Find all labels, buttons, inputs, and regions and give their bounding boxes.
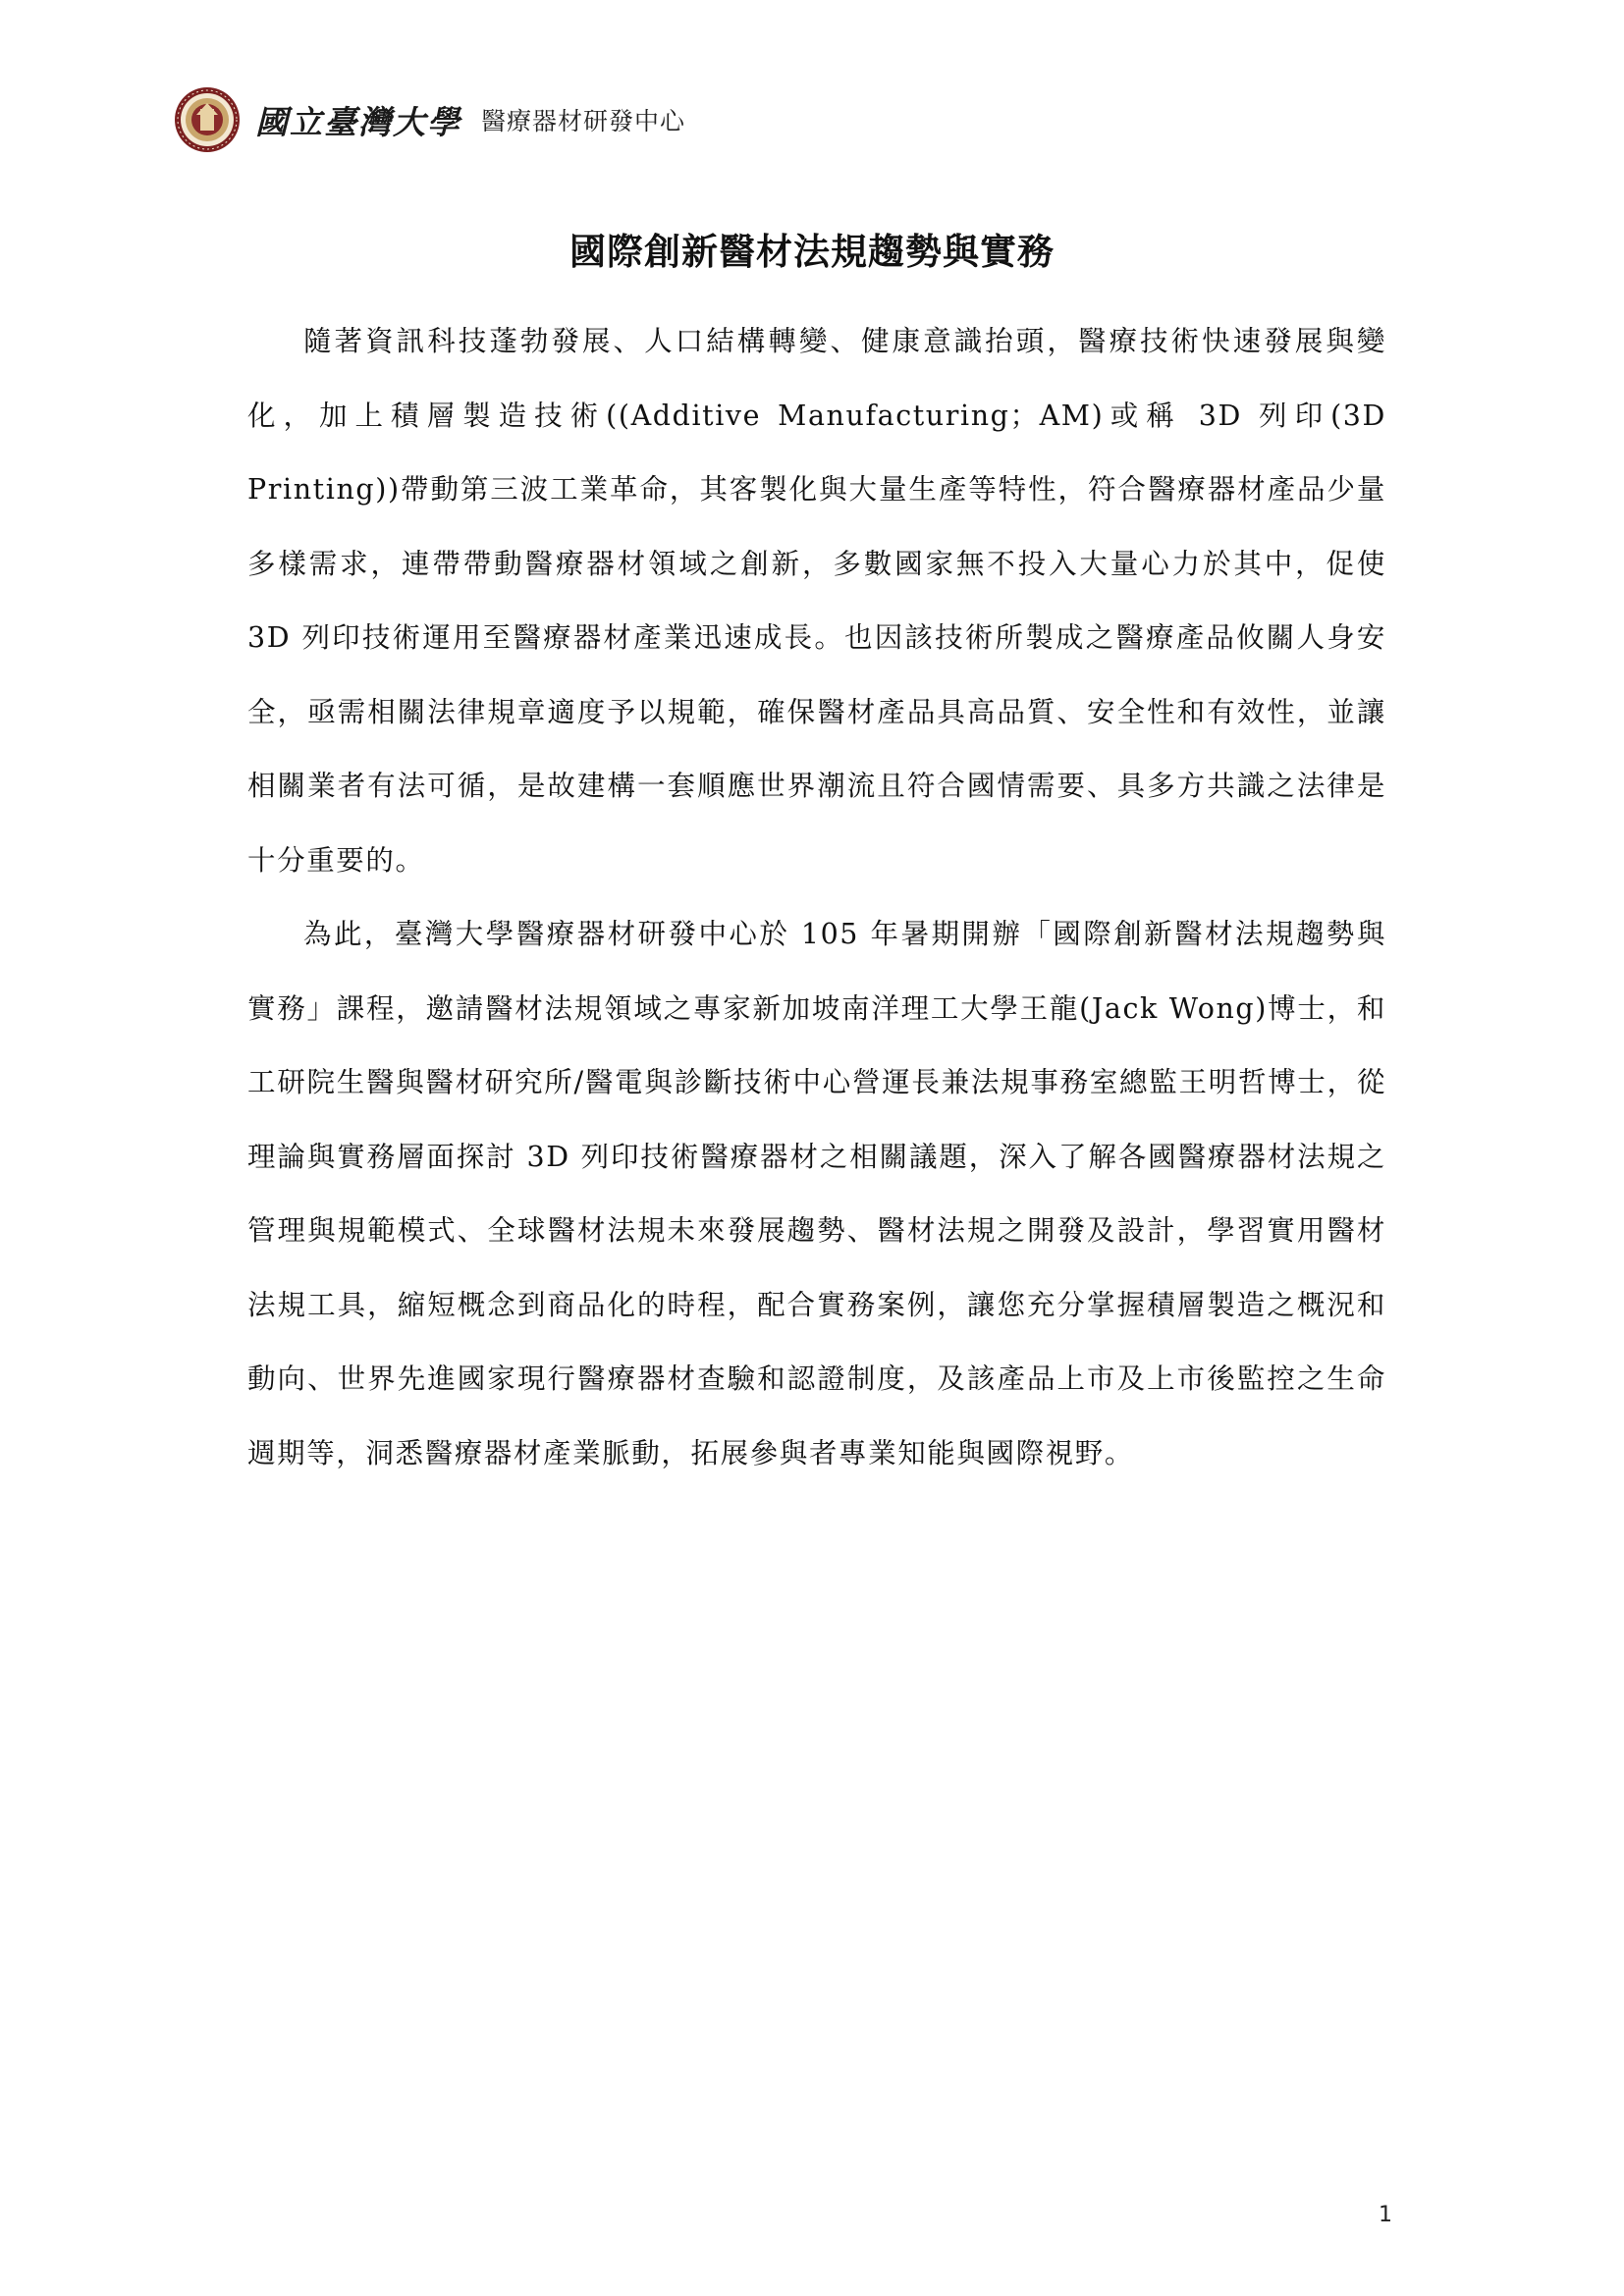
body-paragraph: 隨著資訊科技蓬勃發展、人口結構轉變、健康意識抬頭，醫療技術快速發展與變化，加上積層製造技術((Additive Manufacturing；AM)或稱 3D 列印(3D Printing))帶動第三波工業革命，其客製化與大量生產等特性，符合醫療器材產品少量多樣需求，連帶帶動醫療器材領域之創新，多數國家無不投入大量心力於其中，促使 3D 列印技術運用至醫療器材產業迅速成長。也因該技術所製成之醫療產品攸關人身安全，亟需相關法律規章適度予以規範，確保醫材產品具高品質、安全性和有效性，並讓相關業者有法可循，是故建構一套順應世界潮流且符合國情需要、具多方共識之法律是十分重要的。 — [247, 325, 1386, 877]
body-paragraph: 為此，臺灣大學醫療器材研發中心於 105 年暑期開辦「國際創新醫材法規趨勢與實務」課程，邀請醫材法規領域之專家新加坡南洋理工大學王龍(Jack Wong)博士，和工研院生醫與醫材研究所/醫電與診斷技術中心營運長兼法規事務室總監王明哲博士，從理論與實務層面探討 3D 列印技術醫療器材之相關議題，深入了解各國醫療器材法規之管理與規範模式、全球醫材法規未來發展趨勢、醫材法規之開發及設計，學習實用醫材法規工具，縮短概念到商品化的時程，配合實務案例，讓您充分掌握積層製造之概況和動向、世界先進國家現行醫療器材查驗和認證制度，及該產品上市及上市後監控之生命週期等，洞悉醫療器材產業脈動，拓展參與者專業知能與國際視野。 — [247, 918, 1386, 1469]
university-seal-icon — [173, 85, 242, 154]
page-number: 1 — [1379, 2203, 1392, 2227]
university-logo-text: 國立臺灣大學 — [255, 102, 461, 141]
page-header — [173, 82, 685, 157]
document-body — [247, 304, 1386, 1490]
document-title: 國際創新醫材法規趨勢與實務 — [569, 231, 1055, 273]
center-name: 醫療器材研發中心 — [481, 107, 686, 135]
